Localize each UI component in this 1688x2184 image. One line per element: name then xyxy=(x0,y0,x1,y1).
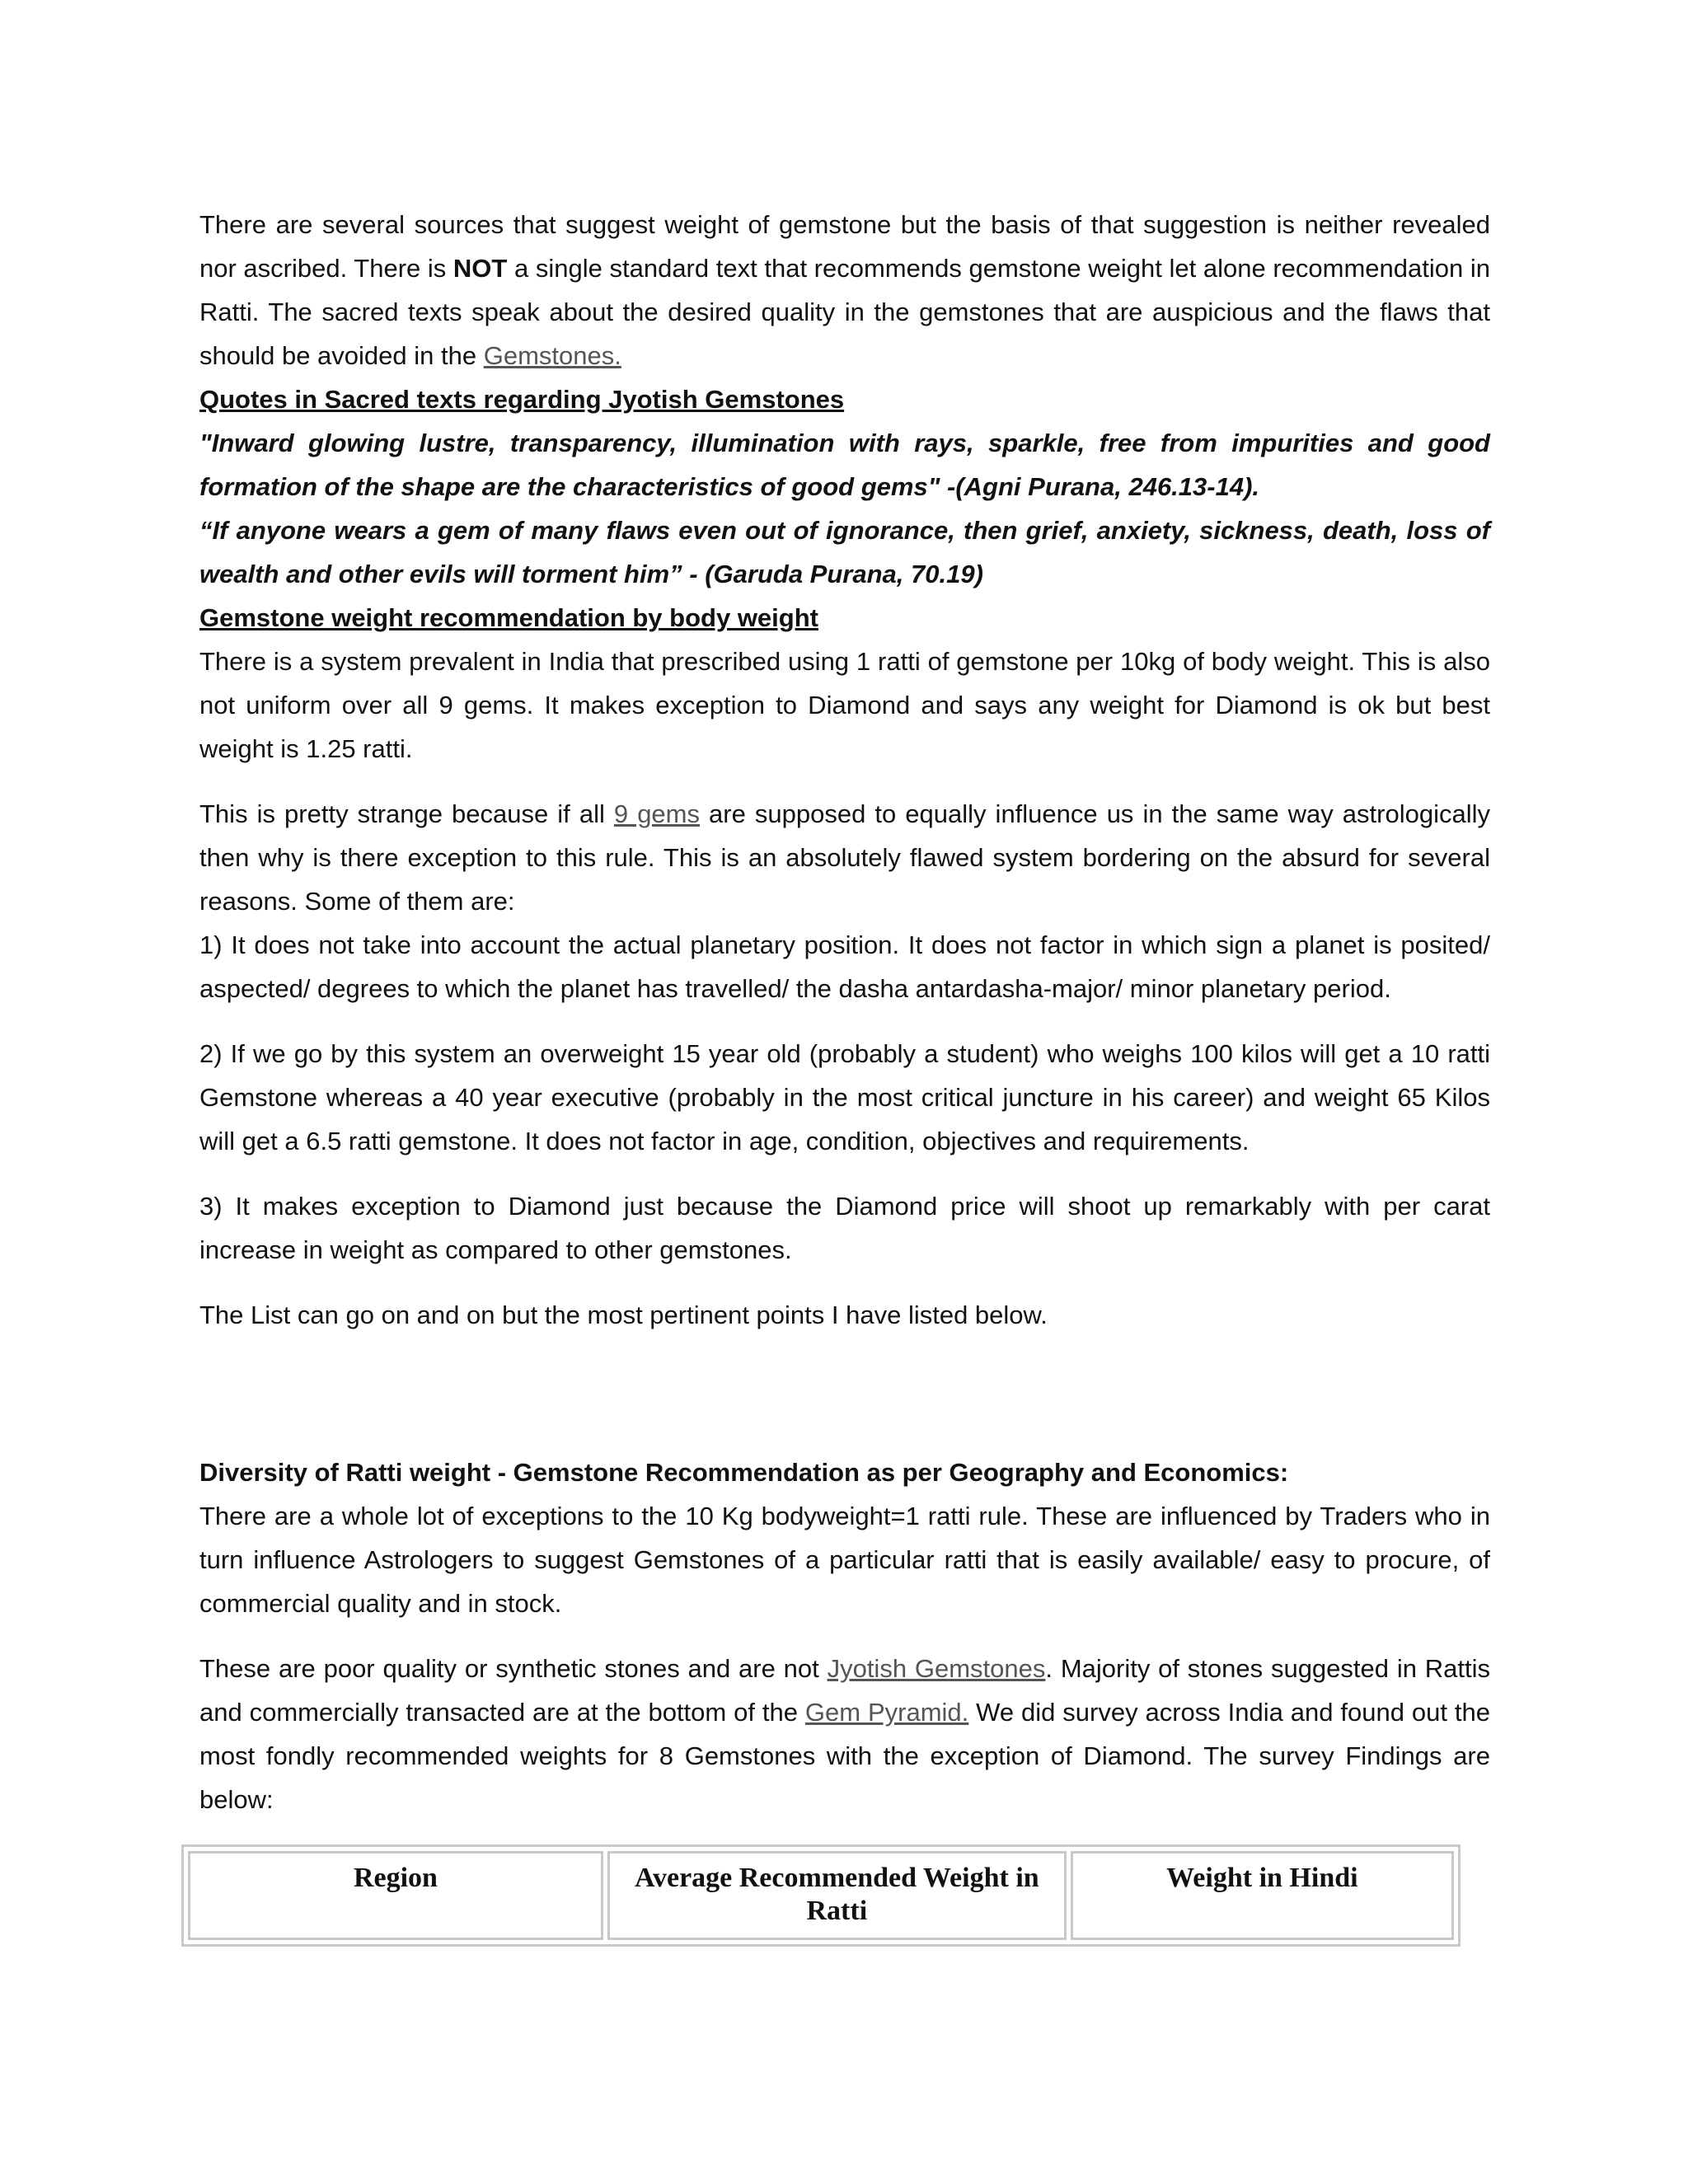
intro-text-1: There are several sources that suggest weight of gemstone but the basis of that suggestion is neither revealed nor ascribed. There is xyxy=(199,210,1490,283)
column-header-average-weight: Average Recommended Weight in Ratti xyxy=(607,1851,1067,1940)
intro-emphasis: NOT xyxy=(452,254,508,283)
poor-text-1: These are poor quality or synthetic stones and are not xyxy=(199,1654,828,1683)
point-3: 3) It makes exception to Diamond just because the Diamond price will shoot up remarkably with per carat increase in weight as compared to other gemstones. xyxy=(199,1192,1490,1264)
body-weight-paragraph: There is a system prevalent in India that prescribed using 1 ratti of gemstone per 10kg of body weight. This is also not uniform over all 9 gems. It makes exception to Diamond and says any weight for Diamond is ok but best weight is 1.25 ratti. xyxy=(199,647,1490,763)
quotes-heading: Quotes in Sacred texts regarding Jyotish Gemstones xyxy=(199,385,845,414)
poor-text-2: . Majority of stones suggested in Rattis and commercially transacted are at the bottom of the xyxy=(199,1654,1490,1727)
column-header-weight-hindi: Weight in Hindi xyxy=(1071,1851,1454,1940)
table-header-row xyxy=(188,1851,1454,1940)
strange-text-1: This is pretty strange because if all xyxy=(199,799,614,828)
gem-pyramid-link[interactable]: Gem Pyramid. xyxy=(804,1698,969,1727)
quote-agni-purana: "Inward glowing lustre, transparency, illumination with rays, sparkle, free from impurities and good formation of the shape are the characteristics of good gems" -(Agni Purana, 246.13-14). xyxy=(199,429,1490,501)
list-paragraph: The List can go on and on but the most pertinent points I have listed below. xyxy=(199,1301,1048,1329)
jyotish-gemstones-link[interactable]: Jyotish Gemstones xyxy=(827,1654,1046,1683)
intro-paragraph xyxy=(199,203,1490,377)
quote-garuda-purana: “If anyone wears a gem of many flaws even out of ignorance, then grief, anxiety, sickness, death, loss of wealth and other evils will torment him” - (Garuda Purana, 70.19) xyxy=(199,516,1490,588)
survey-findings-table xyxy=(181,1844,1461,1947)
poor-quality-paragraph xyxy=(199,1647,1490,1821)
column-header-region: Region xyxy=(188,1851,603,1940)
point-2: 2) If we go by this system an overweight 15 year old (probably a student) who weighs 100 kilos will get a 10 ratti Gemstone whereas a 40 year executive (probably in the most critical juncture in his career) and weight 65 Kilos will get a 6.5 ratti gemstone. It does not factor in age, condition, objectives and requirements. xyxy=(199,1039,1490,1155)
intro-text-2: a single standard text that recommends gemstone weight let alone recommendation in Ratti. The sacred texts speak about the desired quality in the gemstones that are auspicious and the flaws that should be avoided in the xyxy=(199,254,1490,370)
strange-paragraph xyxy=(199,792,1490,923)
poor-text-3: We did survey across India and found out the most fondly recommended weights for 8 Gemstones with the exception of Diamond. The survey Findings are below: xyxy=(199,1698,1490,1814)
document-body xyxy=(199,203,1490,1821)
diversity-heading: Diversity of Ratti weight - Gemstone Recommendation as per Geography and Economics: xyxy=(199,1458,1289,1487)
gemstones-link[interactable]: Gemstones. xyxy=(483,341,621,370)
nine-gems-link[interactable]: 9 gems xyxy=(613,799,700,828)
strange-text-2: are supposed to equally influence us in the same way astrologically then why is there exception to this rule. This is an absolutely flawed system bordering on the absurd for several reasons. Some of them are: xyxy=(199,799,1490,916)
body-weight-heading: Gemstone weight recommendation by body weight xyxy=(199,603,818,632)
point-1: 1) It does not take into account the actual planetary position. It does not factor in which sign a planet is posited/ aspected/ degrees to which the planet has travelled/ the dasha antardasha-major/ minor planetary period. xyxy=(199,930,1490,1003)
diversity-paragraph: There are a whole lot of exceptions to the 10 Kg bodyweight=1 ratti rule. These are influenced by Traders who in turn influence Astrologers to suggest Gemstones of a particular ratti that is easily available/ easy to procure, of commercial quality and in stock. xyxy=(199,1502,1490,1618)
